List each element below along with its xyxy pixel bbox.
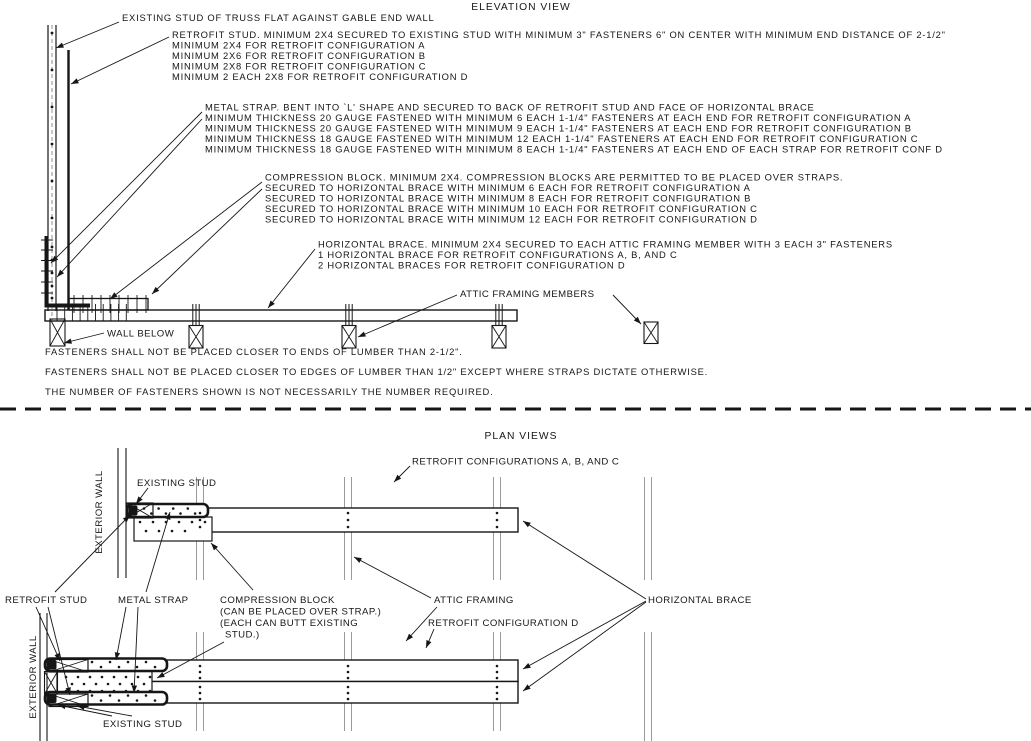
label-compression-block-line2: (CAN BE PLACED OVER STRAP.) xyxy=(220,606,382,618)
existing-stud-elevation xyxy=(48,25,56,320)
callout-metal-strap-line5: MINIMUM THICKNESS 18 GAUGE FASTENED WITH MINIMUM 8 EACH 1-1/4" FASTENERS AT EACH END OF EACH STRAP FOR RETROFIT CONF D xyxy=(205,143,943,155)
wall-below-elevation xyxy=(50,319,65,346)
label-exterior-wall-top: EXTERIOR WALL xyxy=(94,470,105,554)
note-fastener-count: THE NUMBER OF FASTENERS SHOWN IS NOT NECESSARILY THE NUMBER REQUIRED. xyxy=(45,386,494,397)
label-existing-stud-top: EXISTING STUD xyxy=(137,478,217,489)
callout-retrofit-stud-line3: MINIMUM 2X6 FOR RETROFIT CONFIGURATION B xyxy=(172,50,426,61)
plan-views-title: PLAN VIEWS xyxy=(484,431,558,442)
label-horizontal-brace: HORIZONTAL BRACE xyxy=(648,595,752,606)
label-exterior-wall-bottom: EXTERIOR WALL xyxy=(28,635,39,719)
callout-existing-stud-of-truss: EXISTING STUD OF TRUSS FLAT AGAINST GABLE END WALL xyxy=(122,12,435,23)
plan-view-abc xyxy=(118,448,518,578)
label-config-d: RETROFIT CONFIGURATION D xyxy=(428,618,579,629)
callout-horizontal-brace-line2: 1 HORIZONTAL BRACE FOR RETROFIT CONFIGURATIONS A, B, AND C xyxy=(318,249,678,260)
callout-horizontal-brace-line3: 2 HORIZONTAL BRACES FOR RETROFIT CONFIGURATION D xyxy=(318,259,626,271)
label-config-abc: RETROFIT CONFIGURATIONS A, B, AND C xyxy=(412,456,620,468)
label-compression-block-line1: COMPRESSION BLOCK xyxy=(220,595,335,606)
callout-compression-block-line4: SECURED TO HORIZONTAL BRACE WITH MINIMUM 10 EACH FOR RETROFIT CONFIGURATION C xyxy=(265,203,758,214)
label-compression-block-line3: (EACH CAN BUTT EXISTING xyxy=(220,618,359,629)
label-compression-block-line4: STUD.) xyxy=(225,629,260,641)
label-existing-stud-bottom: EXISTING STUD xyxy=(103,719,183,730)
callout-compression-block-line3: SECURED TO HORIZONTAL BRACE WITH MINIMUM 8 EACH FOR RETROFIT CONFIGURATION B xyxy=(265,192,752,204)
callout-compression-block-line1: COMPRESSION BLOCK. MINIMUM 2X4. COMPRESSION BLOCKS ARE PERMITTED TO BE PLACED OVER STRAPS. xyxy=(265,171,844,183)
callout-metal-strap-line3: MINIMUM THICKNESS 20 GAUGE FASTENED WITH MINIMUM 9 EACH 1-1/4" FASTENERS AT EACH END FOR RETROFIT CONFIGURATION B xyxy=(205,122,912,134)
callout-metal-strap-line2: MINIMUM THICKNESS 20 GAUGE FASTENED WITH MINIMUM 6 EACH 1-1/4" FASTENERS AT EACH END FOR RETROFIT CONFIGURATION A xyxy=(205,112,912,123)
callout-retrofit-stud-line1: RETROFIT STUD. MINIMUM 2X4 SECURED TO EXISTING STUD WITH MINIMUM 3" FASTENERS 6" ON CENTER WITH MINIMUM END DISTANCE OF 2-1/2" xyxy=(172,29,946,40)
drawing-text-layer xyxy=(5,2,946,730)
label-retrofit-stud: RETROFIT STUD xyxy=(5,595,88,606)
callout-compression-block-line2: SECURED TO HORIZONTAL BRACE WITH MINIMUM 6 EACH FOR RETROFIT CONFIGURATION A xyxy=(265,182,751,193)
label-attic-framing: ATTIC FRAMING xyxy=(434,595,514,606)
callout-wall-below: WALL BELOW xyxy=(107,328,175,340)
callout-attic-framing-members: ATTIC FRAMING MEMBERS xyxy=(460,289,595,300)
callout-retrofit-stud-line2: MINIMUM 2X4 FOR RETROFIT CONFIGURATION A xyxy=(172,39,426,51)
callout-horizontal-brace-line1: HORIZONTAL BRACE. MINIMUM 2X4 SECURED TO EACH ATTIC FRAMING MEMBER WITH 3 EACH 3" FASTENERS xyxy=(318,238,893,250)
label-metal-strap: METAL STRAP xyxy=(118,595,189,606)
callout-metal-strap-line1: METAL STRAP. BENT INTO `L' SHAPE AND SECURED TO BACK OF RETROFIT STUD AND FACE OF HORIZONTAL BRACE xyxy=(205,101,815,113)
callout-metal-strap-line4: MINIMUM THICKNESS 18 GAUGE FASTENED WITH MINIMUM 12 EACH 1-1/4" FASTENERS AT EACH END FOR RETROFIT CONFIGURATION C xyxy=(205,133,919,144)
elevation-view-title: ELEVATION VIEW xyxy=(471,2,571,13)
callout-retrofit-stud-line4: MINIMUM 2X8 FOR RETROFIT CONFIGURATION C xyxy=(172,60,427,72)
callout-retrofit-stud-line5: MINIMUM 2 EACH 2X8 FOR RETROFIT CONFIGURATION D xyxy=(172,71,469,82)
horizontal-brace-elevation xyxy=(45,310,517,321)
note-fasteners-ends: FASTENERS SHALL NOT BE PLACED CLOSER TO ENDS OF LUMBER THAN 2-1/2". xyxy=(45,346,463,357)
callout-compression-block-line5: SECURED TO HORIZONTAL BRACE WITH MINIMUM 12 EACH FOR RETROFIT CONFIGURATION D xyxy=(265,213,758,225)
note-fasteners-edges: FASTENERS SHALL NOT BE PLACED CLOSER TO EDGES OF LUMBER THAN 1/2" EXCEPT WHERE STRAPS DICTATE OTHERWISE. xyxy=(45,366,709,377)
